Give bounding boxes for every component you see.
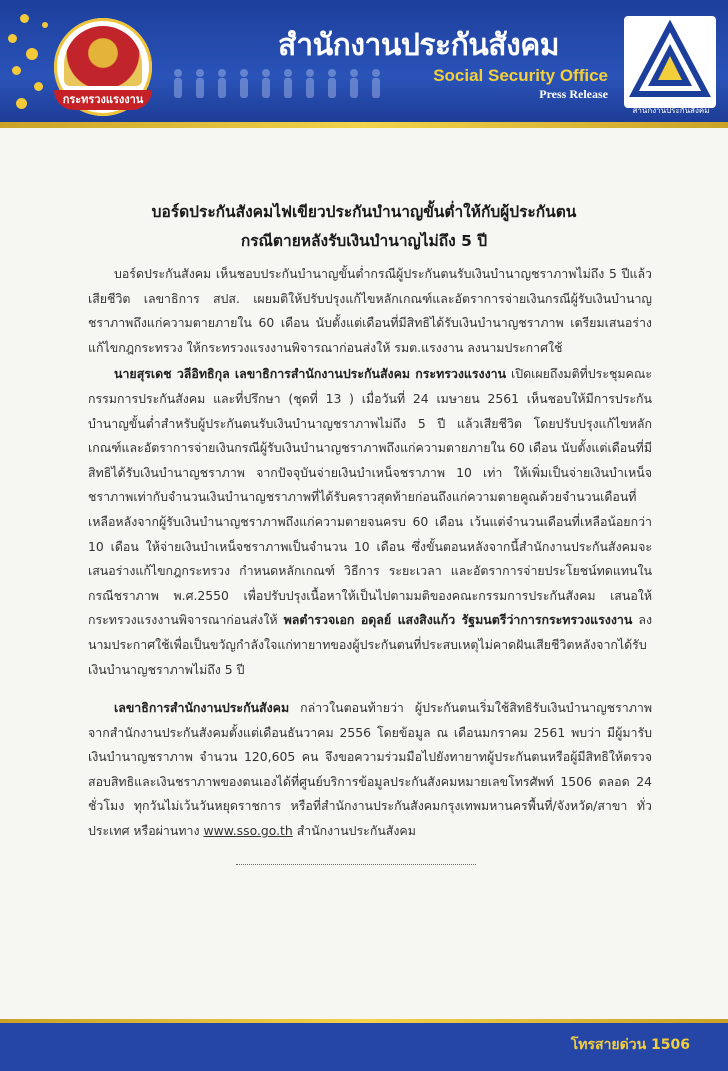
paragraph-1: บอร์ดประกันสังคม เห็นชอบประกันบำนาญขั้นต่ำกรณีผู้ประกันตนรับเงินบำนาญชราภาพไม่ถึง 5 ปีแล้วเสียชีวิต เลขาธิการ สปส. เผยมติให้ปรับปรุงแก้ไขหลักเกณฑ์และอัตราการจ่ายเงินกรณีผู้รับเงินบำนาญชราภาพถึงแก่ความตายภายใน 60 เดือน นับตั้งแต่เดือนที่มีสิทธิได้รับเงินบำนาญชราภาพ เตรียมเสนอร่างแก้ไขกฎกระทรวง ให้กระทรวงแรงงานพิจารณาก่อนส่งให้ รมต.แรงงาน ลงนามประกาศใช้: [88, 266, 652, 355]
headline-line-1: บอร์ดประกันสังคมไฟเขียวประกันบำนาญขั้นต่ำให้กับผู้ประกันตน: [151, 203, 577, 221]
seal-emblem-icon: [64, 26, 142, 86]
office-title-english: Social Security Office: [433, 66, 608, 85]
ministry-of-labour-seal: [54, 18, 152, 116]
hotline-label: โทรสายด่วน 1506: [570, 1037, 690, 1053]
footer-banner: [0, 1023, 728, 1071]
header-gold-stripe: [0, 122, 728, 128]
article-body: [88, 262, 652, 844]
press-release-label: Press Release: [539, 87, 608, 101]
office-title-thai: สำนักงานประกันสังคม: [278, 28, 560, 63]
paragraph-3: [88, 696, 652, 844]
end-divider: [236, 864, 476, 865]
sso-website-link[interactable]: www.sso.go.th: [203, 823, 293, 839]
secretary-general-name: นายสุรเดช วลีอิทธิกุล เลขาธิการสำนักงานประกันสังคม กระทรวงแรงงาน: [114, 366, 507, 382]
paragraph-2-text-a: เปิดเผยถึงมติที่ประชุมคณะกรรมการประกันสังคม และที่ปรึกษา (ชุดที่ 13 ) เมื่อวันที่ 24 เมษายน 2561 เห็นชอบให้มีการประกันบำนาญขั้นต่ำสำหรับผู้ประกันตนรับเงินบำนาญชราภาพไม่ถึง 5 ปี แล้วเสียชีวิต โดยปรับปรุงแก้ไขหลักเกณฑ์และอัตราการจ่ายเงินกรณีผู้รับเงินบำนาญชราภาพถึงแก่ความตายภายใน 60 เดือน นับตั้งแต่เดือนที่มีสิทธิได้รับเงินบำนาญชราภาพ จากปัจจุบันจ่ายเงินบำเหน็จชราภาพ 10 เท่า ให้เพิ่มเป็นจ่ายเงินบำเหน็จชราภาพเท่ากับจำนวนเงินบำนาญชราภาพที่ได้รับคราวสุดท้ายก่อนถึงแก่ความตายคูณด้วยจำนวนเดือนที่เหลือหลังจากผู้รับเงินบำนาญชราภาพถึงแก่ความตายจนครบ 60 เดือน เว้นแต่จำนวนเดือนที่เหลือน้อยกว่า 10 เดือน ให้จ่ายเงินบำเหน็จชราภาพเป็นจำนวน 10 เดือน ซึ่งขั้นตอนหลังจากนี้สำนักงานประกันสังคมจะเสนอร่างแก้ไขกฎกระทรวง กำหนดหลักเกณฑ์ วิธีการ ระยะเวลา และอัตราการจ่ายประโยชน์ทดแทนในกรณีชราภาพ พ.ศ.2550 เพื่อปรับปรุงเนื้อหาให้เป็นไปตามมติของคณะกรรมการประกันสังคม เสนอให้กระทรวงแรงงานพิจารณาก่อนส่งให้: [88, 366, 652, 628]
people-silhouettes-icon: [168, 68, 388, 100]
header-banner: [0, 0, 728, 128]
paragraph-3-text-b: สำนักงานประกันสังคม: [292, 823, 416, 839]
secretary-general-title: เลขาธิการสำนักงานประกันสังคม: [114, 700, 290, 716]
headline-line-2: กรณีตายหลังรับเงินบำนาญไม่ถึง 5 ปี: [240, 232, 488, 250]
paragraph-2-text-b: ลงนามประกาศใช้เพื่อเป็นขวัญกำลังใจแก่ทายาทของผู้ประกันตนที่ประสบเหตุไม่คาดฝันเสียชีวิตหลังจากได้รับเงินบำนาญชราภาพไม่ถึง 5 ปี: [88, 612, 652, 677]
minister-name: พลตำรวจเอก อดุลย์ แสงสิงแก้ว รัฐมนตรีว่าการกระทรวงแรงงาน: [283, 612, 633, 628]
headline: [60, 198, 668, 256]
paragraph-2: [88, 362, 652, 682]
seal-label: กระทรวงแรงงาน: [54, 90, 152, 110]
paragraph-3-text-a: กล่าวในตอนท้ายว่า ผู้ประกันตนเริ่มใช้สิทธิรับเงินบำนาญชราภาพจากสำนักงานประกันสังคมตั้งแต่เดือนธันวาคม 2556 โดยข้อมูล ณ เดือนมกราคม 2561 พบว่า มีผู้มารับเงินบำนาญชราภาพ จำนวน 120,605 คน จึงขอความร่วมมือไปยังทายาทผู้ประกันตนหรือผู้มีสิทธิให้ตรวจสอบสิทธิและเงินชราภาพของตนเองได้ที่ศูนย์บริการข้อมูลประกันสังคมหมายเลขโทรศัพท์ 1506 ตลอด 24 ชั่วโมง ทุกวันไม่เว้นวันหยุดราชการ หรือที่สำนักงานประกันสังคมกรุงเทพมหานครพื้นที่/จังหวัด/สาขา ทั่วประเทศ หรือผ่านทาง: [88, 700, 652, 839]
sso-logo-label: สำนักงานประกันสังคม: [632, 106, 710, 115]
